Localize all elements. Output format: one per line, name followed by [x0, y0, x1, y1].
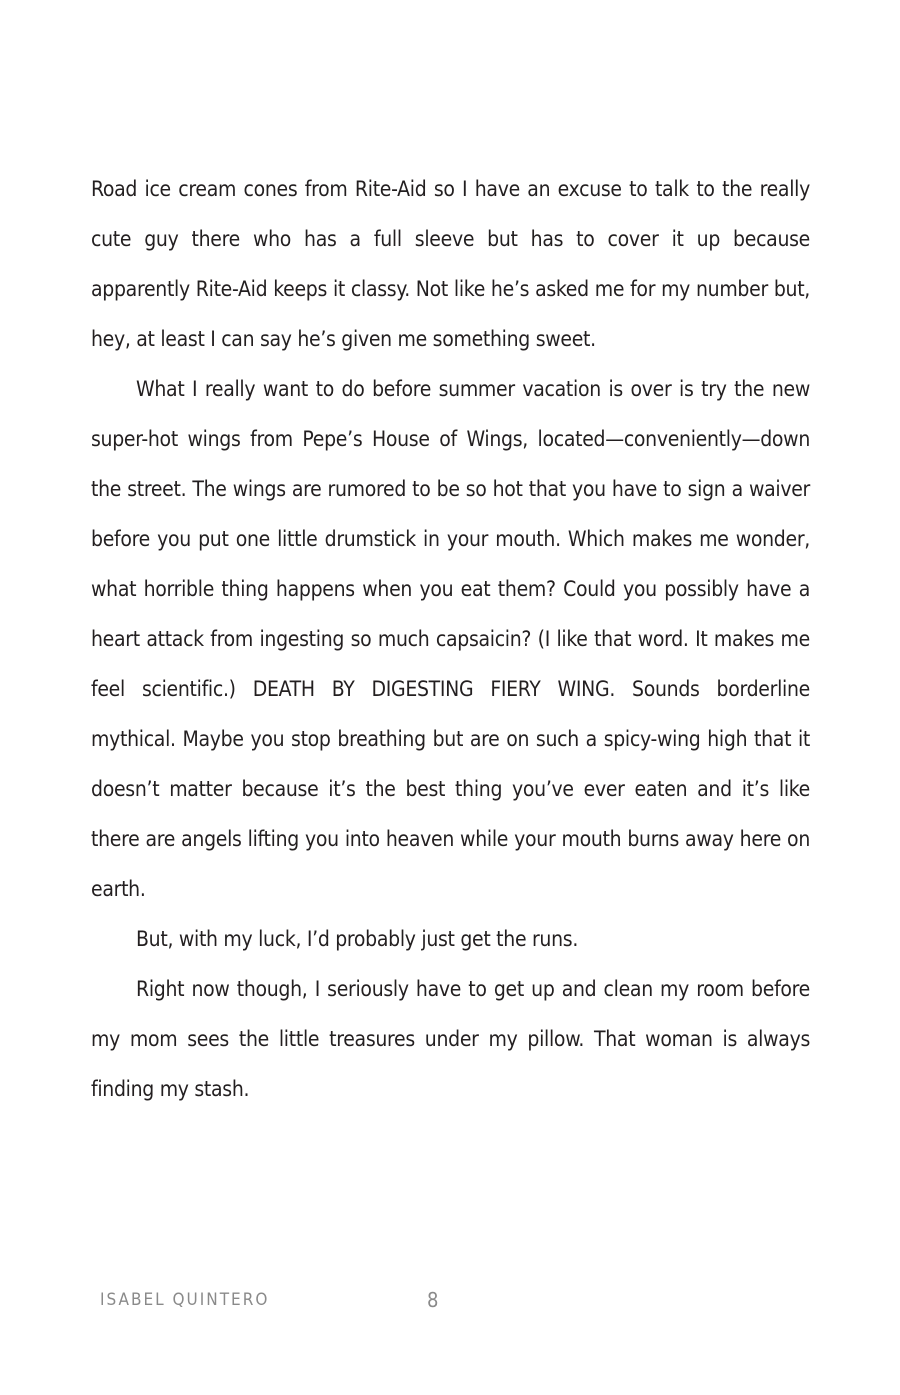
paragraph-4: Right now though, I seriously have to get up and clean my room before my mom sees the little treasures under my pillow. That woman is always finding my stash. — [91, 977, 810, 1101]
paragraph-3: But, with my luck, I’d probably just get the runs. — [136, 927, 579, 951]
page-number: 8 — [427, 1288, 439, 1312]
running-footer-author: ISABEL QUINTERO — [100, 1290, 270, 1310]
body-text — [91, 164, 810, 1114]
paragraph-1: Road ice cream cones from Rite-Aid so I have an excuse to talk to the really cute guy there who has a full sleeve but has to cover it up because apparently Rite-Aid keeps it classy. Not like he’s asked me for my number but, hey, at least I can say he’s given me something sweet. — [91, 177, 810, 351]
paragraph-2: What I really want to do before summer vacation is over is try the new super-hot wings from Pepe’s House of Wings, located—conveniently—down the street. The wings are rumored to be so hot that you have to sign a waiver before you put one little drumstick in your mouth. Which makes me wonder, what horrible thing happens when you eat them? Could you possibly have a heart attack from ingesting so much capsaicin? (I like that word. It makes me feel scientific.) DEATH BY DIGESTING FIERY WING. Sounds borderline mythical. Maybe you stop breathing but are on such a spicy-wing high that it doesn’t matter because it’s the best thing you’ve ever eaten and it’s like there are angels lifting you into heaven while your mouth burns away here on earth. — [91, 377, 810, 901]
